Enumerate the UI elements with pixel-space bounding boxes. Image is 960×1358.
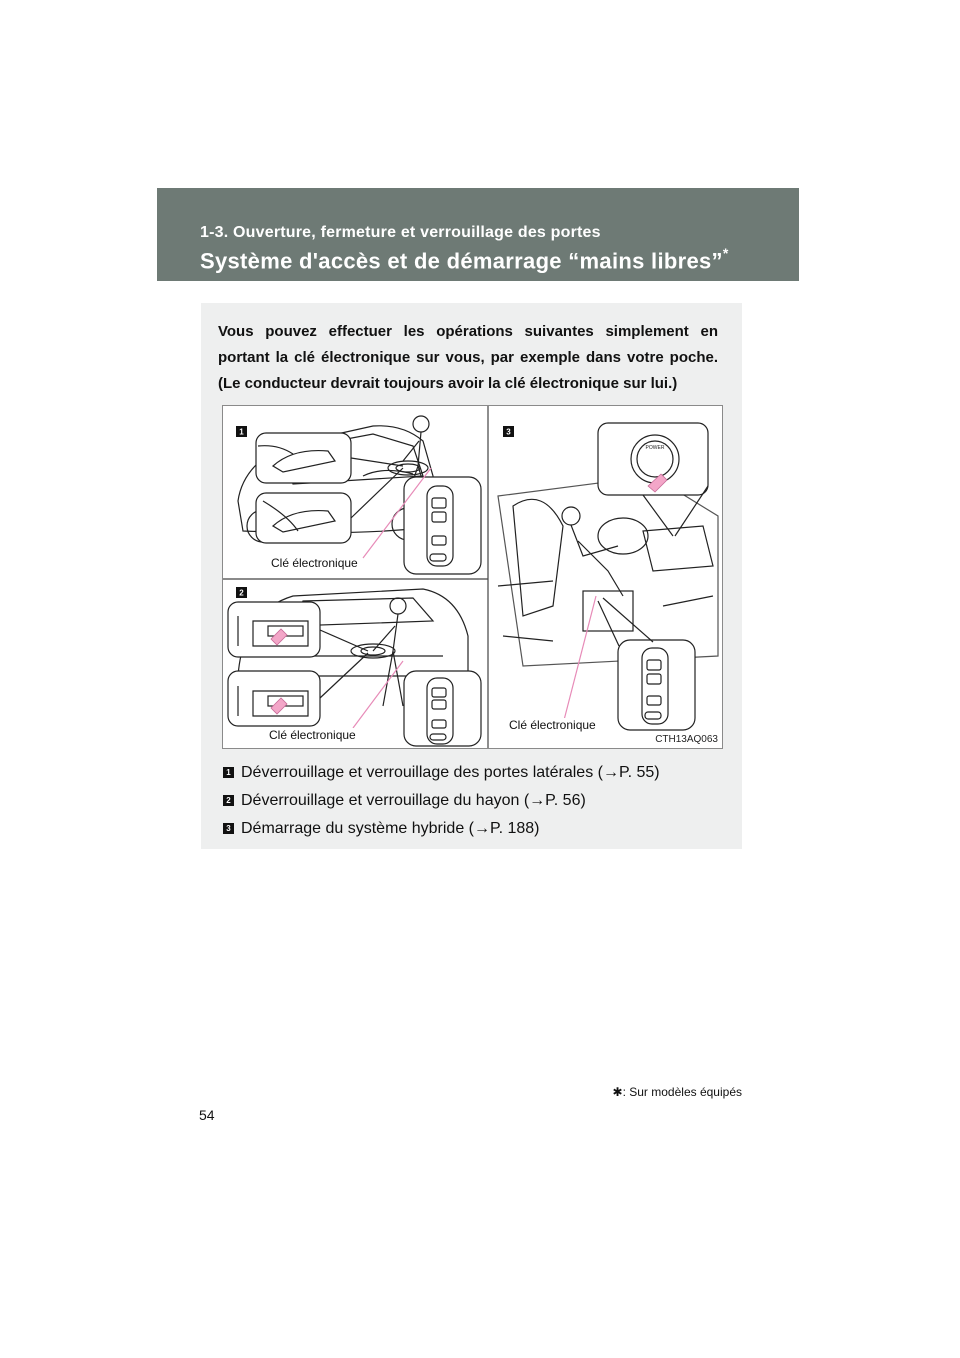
key-label-hybrid-start: Clé électronique [509,718,596,732]
chapter-header [157,188,799,281]
key-label-tailgate: Clé électronique [269,728,356,742]
number-badge: 3 [223,823,234,834]
number-badge: 2 [223,795,234,806]
illustration-drawing [223,406,722,748]
legend-text: Démarrage du système hybride (→P. 188) [241,820,540,837]
figure-badge-2: 2 [239,588,244,598]
figure-badge-1: 1 [239,427,244,437]
list-item [223,759,733,787]
footnote: ✱: Sur modèles équipés [612,1085,742,1099]
number-badge: 1 [223,767,234,778]
list-item [223,815,733,843]
page-title [200,247,729,274]
legend-text: Déverrouillage et verrouillage des portes latérales (→P. 55) [241,764,660,781]
list-item [223,787,733,815]
page-number: 54 [199,1107,215,1123]
power-button-label: POWER [645,445,665,451]
illustration [222,405,723,749]
section-title: 1-3. Ouverture, fermeture et verrouillage des portes [200,224,601,241]
intro-line-1: Vous pouvez effectuer les opérations suivantes simplement en [218,323,718,340]
legend-list [223,759,733,843]
intro-text [218,319,718,397]
key-label-side-doors: Clé électronique [271,556,358,570]
intro-line-2: portant la clé électronique sur vous, par exemple dans votre poche. [218,349,718,366]
legend-text: Déverrouillage et verrouillage du hayon (→P. 56) [241,792,586,809]
figure-code: CTH13AQ063 [655,734,718,745]
content-panel [201,303,742,849]
intro-line-3: (Le conducteur devrait toujours avoir la clé électronique sur lui.) [218,375,678,392]
figure-badge-3: 3 [506,427,511,437]
page-title-text: Système d'accès et de démarrage “mains libres” [200,248,723,274]
title-asterisk: * [722,245,729,261]
